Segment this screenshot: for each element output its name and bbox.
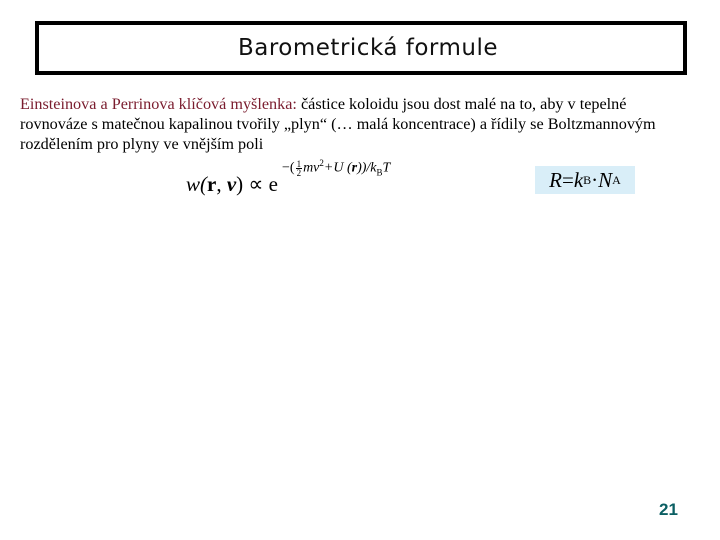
formula-exponent [282, 158, 390, 177]
boltzmann-sub: B [583, 172, 592, 187]
paragraph-highlight: Einsteinova a Perrinova klíčová myšlenka: [20, 95, 297, 113]
title-box [35, 21, 687, 75]
avogadro-sub: A [612, 172, 621, 187]
boltzmann-distribution-formula [186, 160, 446, 202]
avogadro-N: N [598, 167, 613, 192]
exp-potential: +U ( [323, 160, 352, 176]
page-title: Barometrická formule [237, 35, 499, 61]
gas-constant-formula [535, 166, 635, 194]
exp-square: 2 [319, 158, 324, 168]
formula-v-vector: v [226, 172, 237, 196]
formula-base [186, 172, 278, 197]
exp-r-vector: r [351, 160, 358, 176]
boltzmann-k: k [573, 167, 584, 192]
formula-r-vector: r [207, 172, 217, 196]
formula-comma: , [216, 172, 227, 196]
gas-constant-R: R [549, 167, 562, 192]
formula-relation: ∝ e [243, 172, 278, 196]
exp-tail: ))/k [357, 160, 377, 176]
body-paragraph [20, 94, 660, 154]
exp-temperature: T [382, 160, 391, 176]
page-number: 21 [659, 500, 678, 519]
exp-prefix: −( [282, 160, 295, 176]
exp-mv: mv [303, 160, 320, 176]
equals-sign: = [561, 167, 574, 192]
dot-operator: · [591, 167, 599, 192]
paragraph-body: částice koloidu jsou dost malé na to, aby v tepelné rovnováze s matečnou kapalinou tvořily „plyn“ (… malá koncentrace) a řídily se Boltzmannovým rozdělením pro plyny ve vnějším poli [20, 95, 656, 153]
frac-numerator: 1 [296, 158, 302, 169]
exp-fraction [296, 160, 303, 177]
formula-close: ) [236, 172, 244, 196]
exp-boltzmann-sub: B [376, 167, 383, 178]
formula-lhs: w( [186, 172, 207, 196]
frac-denominator: 2 [296, 167, 302, 178]
